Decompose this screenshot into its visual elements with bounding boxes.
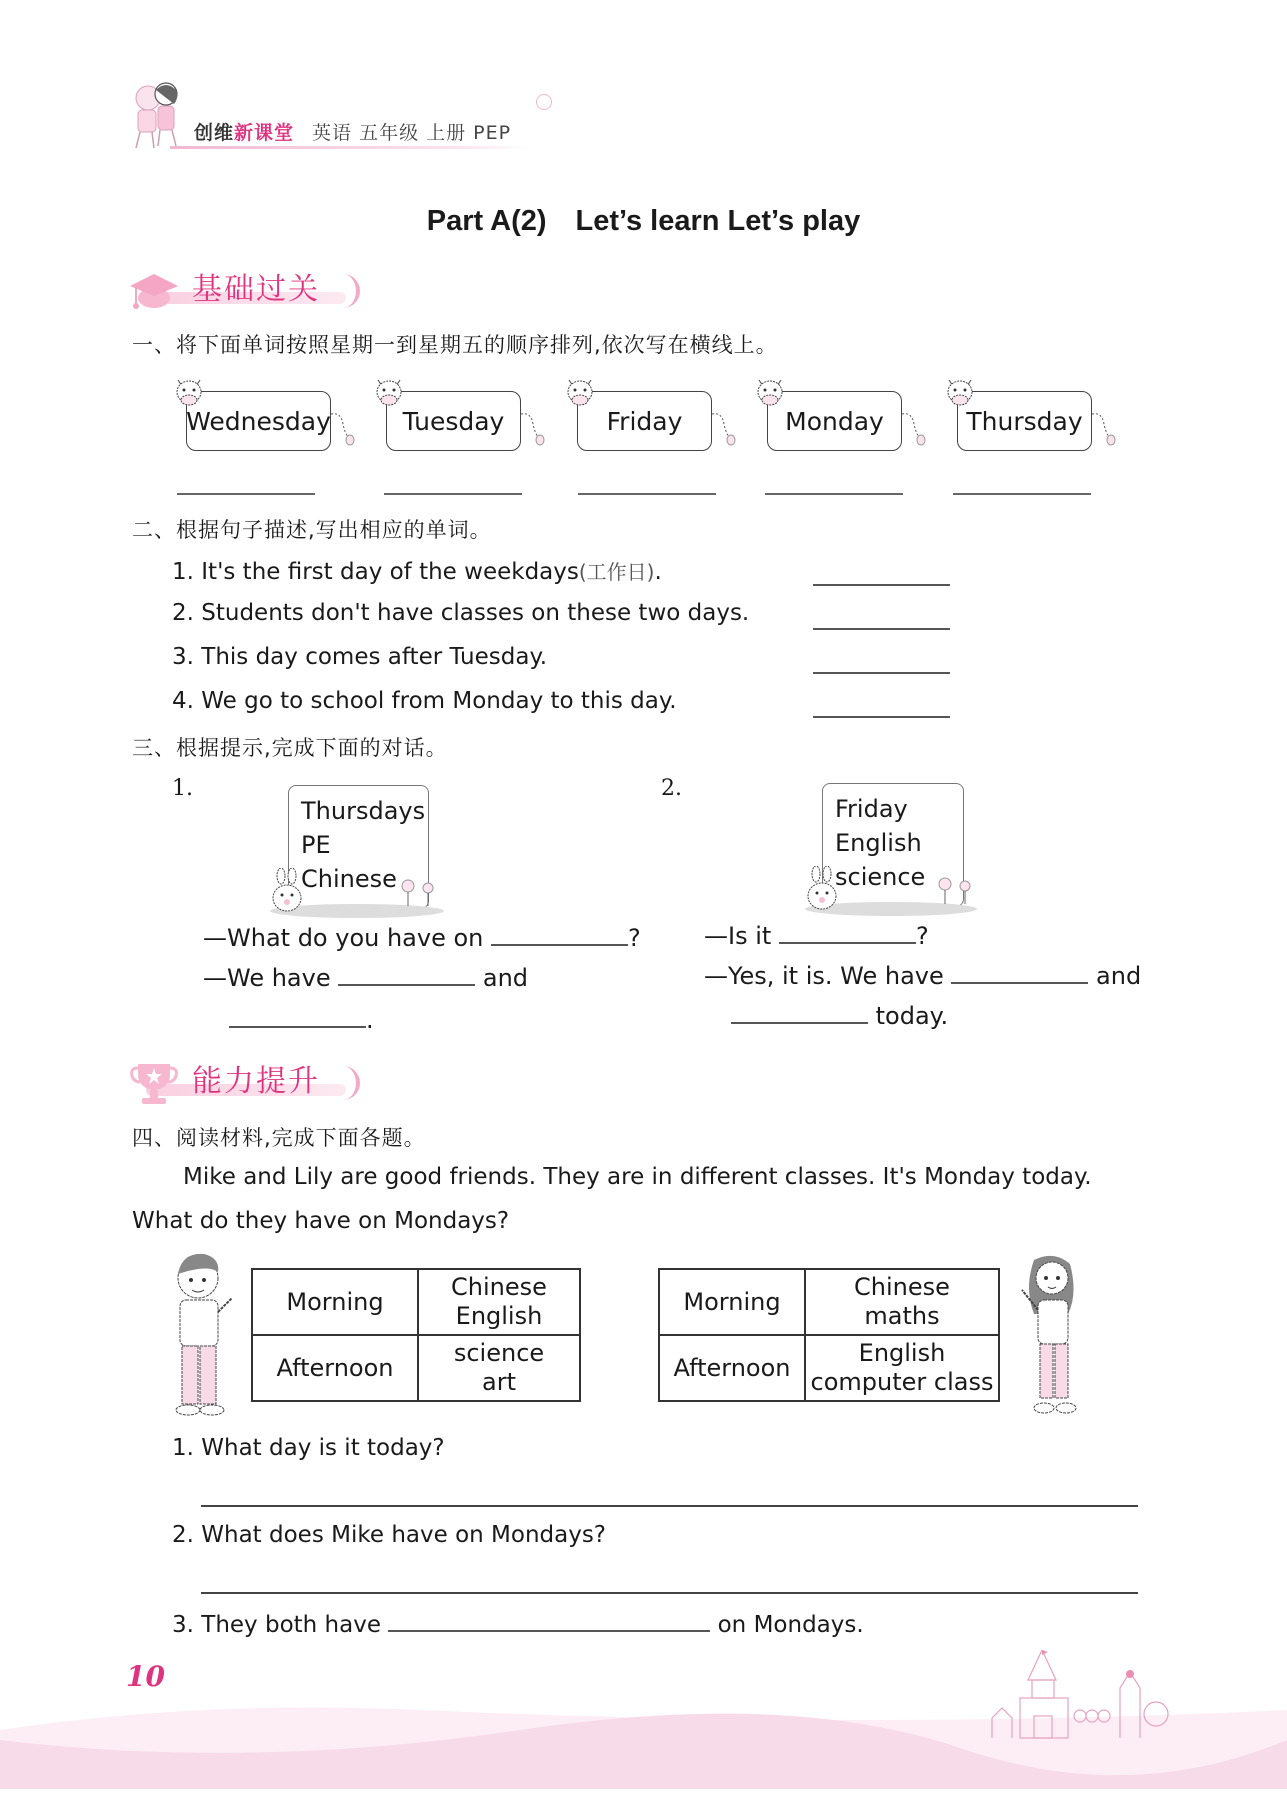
q4-question-2 <box>172 1522 606 1548</box>
banner-label: 能力提升 <box>192 1064 320 1099</box>
dialog-text: . <box>366 1006 374 1034</box>
q4-answer-line-1[interactable] <box>201 1505 1138 1507</box>
day-word: Friday <box>606 406 683 436</box>
cow-head-icon <box>753 374 787 410</box>
dialog1-number: 1. <box>172 776 193 801</box>
day-word: Wednesday <box>186 406 331 436</box>
question-text: on Mondays. <box>717 1612 864 1638</box>
castle-deco-icon <box>960 1650 1190 1740</box>
answer-blank[interactable] <box>951 960 1088 984</box>
subject: Chinese <box>854 1273 950 1301</box>
answer-blank[interactable] <box>388 1608 710 1632</box>
item-number: 4. <box>172 688 194 714</box>
dialog-text: today. <box>875 1002 949 1030</box>
day-word-box <box>767 391 902 451</box>
subject: maths <box>864 1302 940 1330</box>
header-underline <box>170 146 530 149</box>
question-number: 3. <box>172 1612 194 1638</box>
banner-label: 基础过关 <box>192 272 320 307</box>
flowers-icon <box>935 876 979 910</box>
answer-blank[interactable] <box>731 1000 868 1024</box>
subjects-cell <box>805 1335 999 1401</box>
brand-name-part2: 新课堂 <box>234 122 295 144</box>
day-word-box <box>386 391 521 451</box>
dialog-text: —Yes, it is. We have <box>704 962 944 990</box>
day-word-box <box>186 391 331 451</box>
header-illustration-kids <box>128 80 188 152</box>
dialog-text: ? <box>628 924 641 952</box>
section-banner-advanced <box>128 1054 368 1104</box>
q2-item-1 <box>172 556 662 585</box>
q2-item-3 <box>172 644 547 670</box>
flowers-icon <box>398 878 442 912</box>
dialog1-line2 <box>203 962 528 992</box>
dialog2-line1 <box>704 920 929 950</box>
cow-tail-icon <box>331 410 357 446</box>
subject: Chinese <box>451 1273 547 1301</box>
table-row <box>252 1269 580 1335</box>
subject: science <box>453 1339 545 1367</box>
period-cell: Morning <box>659 1269 805 1335</box>
reading-paragraph-line2: What do they have on Mondays? <box>132 1208 510 1234</box>
q4-answer-line-2[interactable] <box>201 1592 1138 1594</box>
day-word: Monday <box>785 406 884 436</box>
dialog1-line1 <box>203 922 641 952</box>
answer-blank[interactable] <box>229 1004 366 1028</box>
q2-answer-blank-1[interactable] <box>813 584 950 586</box>
item-note: (工作日) <box>578 560 655 584</box>
table-row <box>659 1269 999 1335</box>
item-text: It's the first day of the weekdays <box>201 559 579 585</box>
subjects-cell <box>418 1269 580 1335</box>
dialog2-line2 <box>704 960 1141 990</box>
reading-paragraph-line1: Mike and Lily are good friends. They are in different classes. It's Monday today. <box>183 1164 1092 1190</box>
banner-curve <box>338 274 360 308</box>
section-banner-basic <box>128 262 368 312</box>
question-text: What day is it today? <box>201 1435 445 1461</box>
day-order-answer-line[interactable] <box>177 493 315 495</box>
brand-name-part1: 创维 <box>194 122 235 144</box>
question-number: 2. <box>172 1522 194 1548</box>
day-order-answer-line[interactable] <box>578 493 716 495</box>
flower-deco-icon <box>536 94 552 110</box>
subject: computer class <box>810 1368 994 1396</box>
subject: art <box>482 1368 516 1396</box>
subject: English <box>455 1302 543 1330</box>
note-line: PE <box>301 831 331 859</box>
note-line: Chinese <box>301 865 397 893</box>
question-text: They both have <box>201 1612 381 1638</box>
q2-answer-blank-4[interactable] <box>813 716 950 718</box>
day-word: Thursday <box>966 406 1083 436</box>
answer-blank[interactable] <box>338 962 475 986</box>
cow-tail-icon <box>1092 410 1118 446</box>
note-line: Thursdays <box>301 797 426 825</box>
q4-question-3 <box>172 1608 864 1638</box>
q2-answer-blank-3[interactable] <box>813 672 950 674</box>
day-order-answer-line[interactable] <box>384 493 522 495</box>
banner-curve <box>338 1066 360 1100</box>
graduation-cap-icon <box>128 268 180 316</box>
item-number: 3. <box>172 644 194 670</box>
bunny-icon <box>805 866 839 914</box>
mike-illustration <box>168 1252 240 1422</box>
dialog-text: —We have <box>203 964 331 992</box>
table-row <box>659 1335 999 1401</box>
subjects-cell <box>805 1269 999 1335</box>
item-number: 1. <box>172 559 194 585</box>
page-title: Part A(2) Let’s learn Let’s play <box>426 205 861 237</box>
cow-tail-icon <box>712 410 738 446</box>
lily-illustration <box>1012 1252 1088 1422</box>
item-number: 2. <box>172 600 194 626</box>
day-word-box <box>577 391 712 451</box>
item-text: We go to school from Monday to this day. <box>201 688 677 714</box>
page-number: 10 <box>126 1660 165 1693</box>
q4-instruction: 四、阅读材料,完成下面各题。 <box>132 1126 426 1150</box>
table-row <box>252 1335 580 1401</box>
day-order-answer-line[interactable] <box>953 493 1091 495</box>
cow-head-icon <box>172 374 206 410</box>
dialog2-line3 <box>731 1000 948 1030</box>
day-word: Tuesday <box>402 406 505 436</box>
day-word-box <box>957 391 1092 451</box>
q2-answer-blank-2[interactable] <box>813 628 950 630</box>
q4-question-1 <box>172 1435 445 1461</box>
q1-instruction: 一、将下面单词按照星期一到星期五的顺序排列,依次写在横线上。 <box>132 333 778 357</box>
subject: English <box>858 1339 946 1367</box>
dialog-text: —What do you have on <box>203 924 484 952</box>
header-title <box>194 118 511 145</box>
lily-schedule-table <box>658 1268 1000 1402</box>
answer-blank[interactable] <box>491 922 628 946</box>
dialog2-number: 2. <box>661 776 682 801</box>
period-cell: Morning <box>252 1269 418 1335</box>
cow-tail-icon <box>902 410 928 446</box>
bunny-icon <box>270 868 304 916</box>
q3-instruction: 三、根据提示,完成下面的对话。 <box>132 736 448 760</box>
note-line: Friday <box>835 795 908 823</box>
note-line: science <box>835 863 926 891</box>
question-number: 1. <box>172 1435 194 1461</box>
q2-instruction: 二、根据句子描述,写出相应的单词。 <box>132 518 492 542</box>
item-text: This day comes after Tuesday. <box>201 644 548 670</box>
question-text: What does Mike have on Mondays? <box>201 1522 607 1548</box>
q2-item-4 <box>172 688 677 714</box>
dialog-text: —Is it <box>704 922 772 950</box>
trophy-icon <box>128 1060 180 1110</box>
dialog1-line3 <box>229 1004 374 1034</box>
q2-item-2 <box>172 600 749 626</box>
cow-head-icon <box>563 374 597 410</box>
cow-tail-icon <box>521 410 547 446</box>
note-line: English <box>835 829 922 857</box>
book-subtitle: 英语 五年级 上册 PEP <box>312 122 512 144</box>
item-end: . <box>654 559 662 585</box>
dialog-text: ? <box>915 922 929 950</box>
cow-head-icon <box>943 374 977 410</box>
day-order-answer-line[interactable] <box>765 493 903 495</box>
period-cell: Afternoon <box>252 1335 418 1401</box>
answer-blank[interactable] <box>779 920 916 944</box>
dialog-text: and <box>1096 962 1142 990</box>
item-text: Students don't have classes on these two days. <box>201 600 750 626</box>
cow-head-icon <box>372 374 406 410</box>
subjects-cell <box>418 1335 580 1401</box>
dialog-text: and <box>482 964 529 992</box>
period-cell: Afternoon <box>659 1335 805 1401</box>
mike-schedule-table <box>251 1268 581 1402</box>
